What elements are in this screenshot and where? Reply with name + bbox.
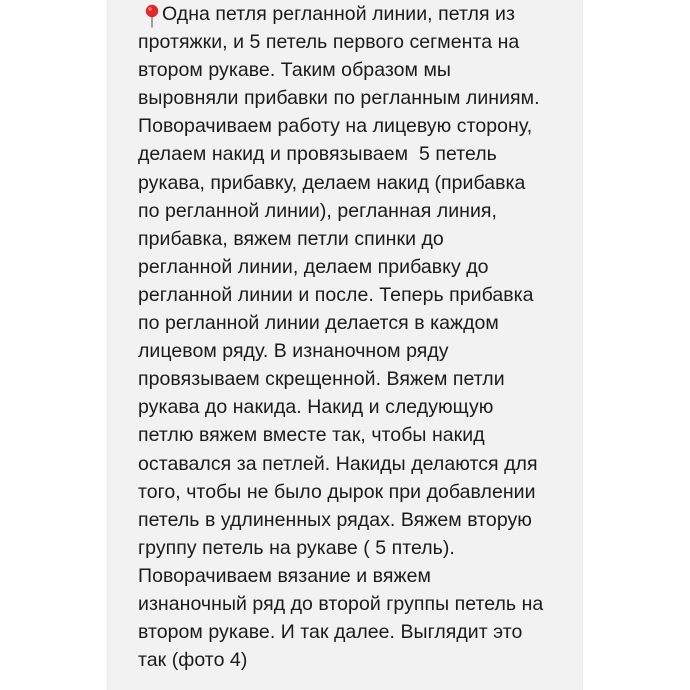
text-line-15: рукава до накида. Накид и следующую (138, 396, 494, 419)
text-line-3: втором рукаве. Таким образом мы (138, 59, 451, 82)
text-line-4: выровняли прибавки по регланным линиям. (138, 87, 540, 110)
text-line-6: делаем накид и провязываем 5 петель (138, 143, 497, 166)
text-line-13: лицевом ряду. В изнаночном ряду (138, 340, 449, 363)
text-line-17: оставался за петлей. Накиды делаются для (138, 452, 538, 475)
text-line-21: Поворачиваем вязание и вяжем (138, 564, 431, 587)
text-line-9: прибавка, вяжем петли спинки до (138, 227, 444, 250)
text-line-14: провязываем скрещенной. Вяжем петли (138, 368, 505, 391)
text-line-18: того, чтобы не было дырок при добавлении (138, 480, 536, 503)
text-line-23: втором рукаве. И так далее. Выглядит это (138, 621, 523, 644)
text-line-1: Одна петля регланной линии, петля из (162, 3, 515, 25)
text-line-16: петлю вяжем вместе так, чтобы накид (138, 424, 485, 447)
text-line-20: группу петель на рукаве ( 5 птель). (138, 536, 455, 559)
text-line-10: регланной линии, делаем прибавку до (138, 255, 489, 278)
text-line-24: так (фото 4) (138, 649, 248, 672)
text-line-2: протяжки, и 5 петель первого сегмента на (138, 31, 520, 54)
text-line-5: Поворачиваем работу на лицевую сторону, (138, 115, 533, 138)
text-line-22: изнаночный ряд до второй группы петель на (138, 592, 544, 615)
text-line-7: рукава, прибавку, делаем накид (прибавка (138, 171, 526, 194)
text-line-11: регланной линии и после. Теперь прибавка (138, 283, 534, 306)
text-line-19: петель в удлиненных рядах. Вяжем вторую (138, 508, 532, 531)
text-line-8: по регланной линии), регланная линия, (138, 199, 497, 222)
text-line-12: по регланной линии делается в каждом (138, 312, 499, 335)
note-text (138, 0, 578, 674)
